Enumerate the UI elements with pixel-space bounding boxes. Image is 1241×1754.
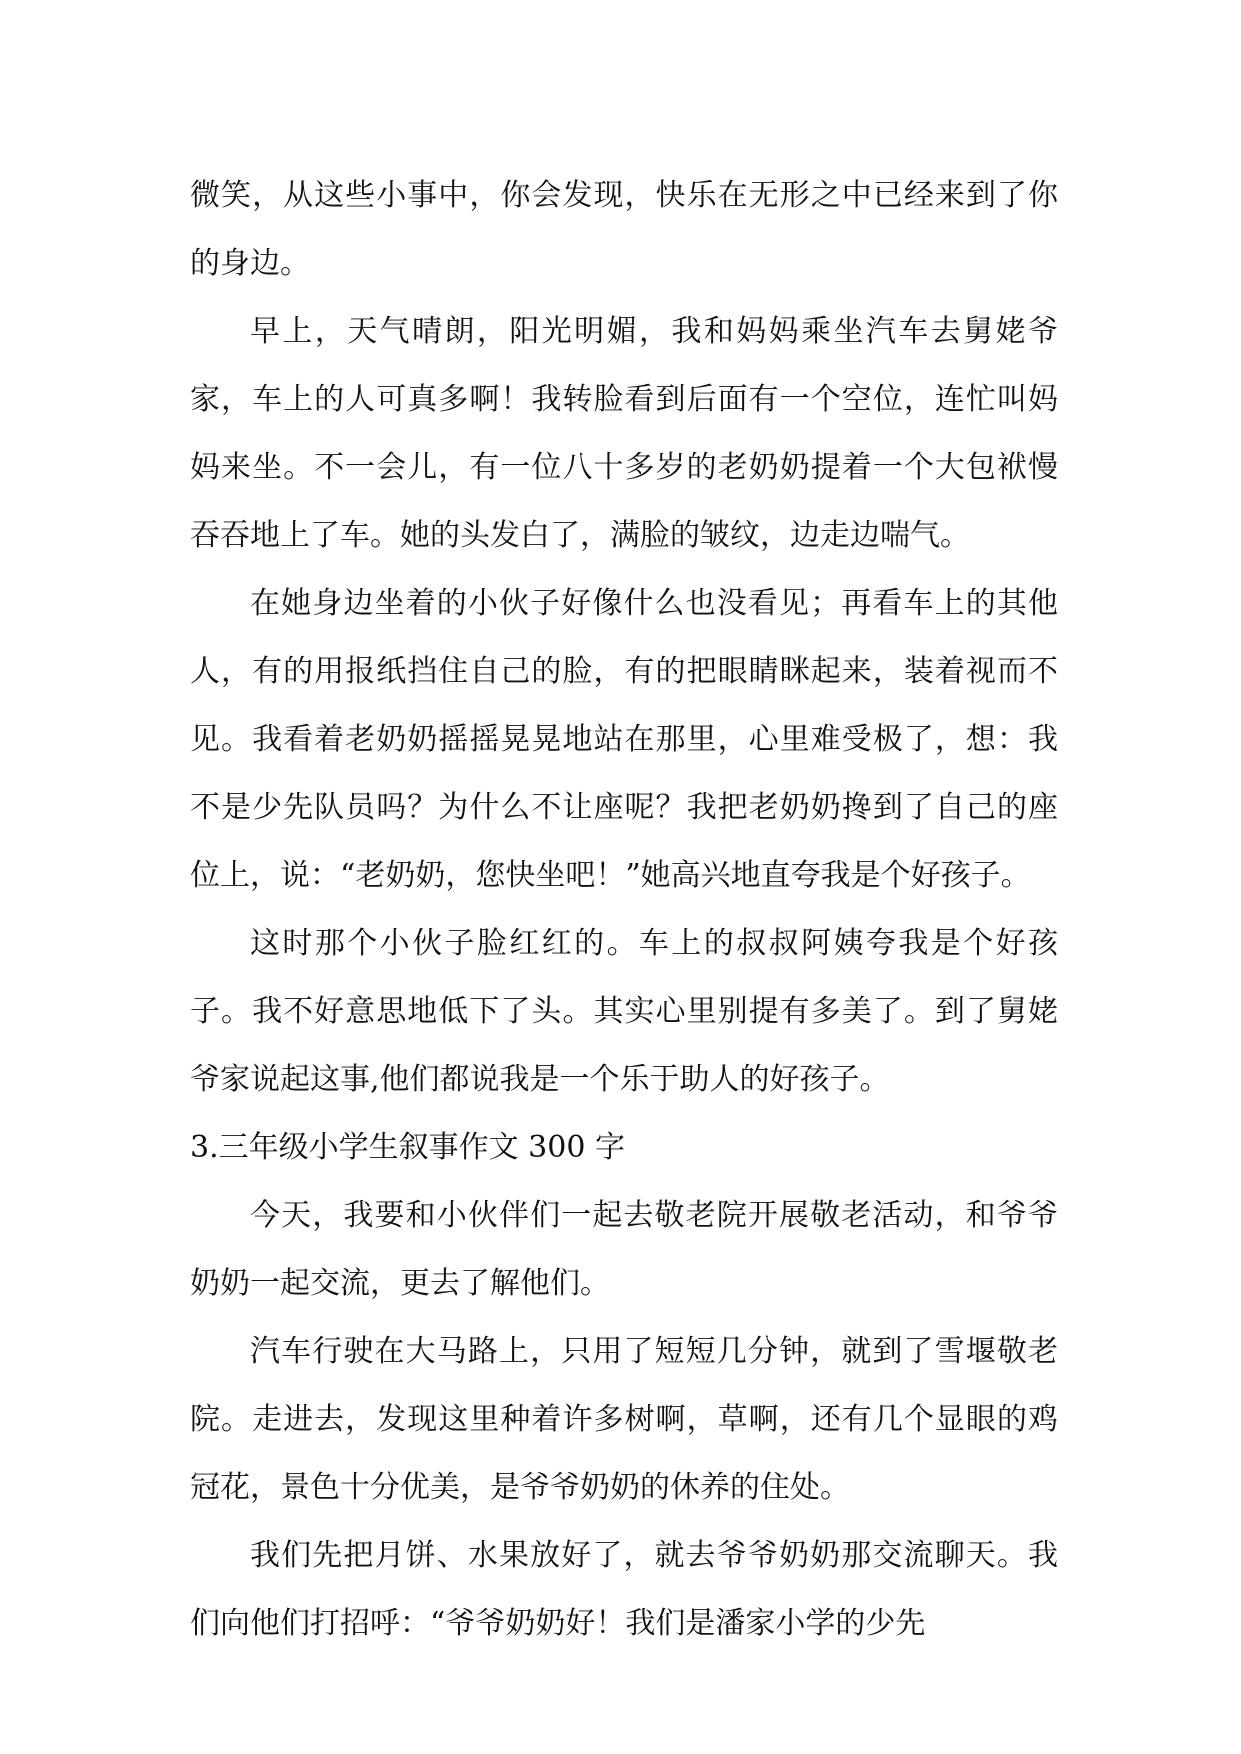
paragraph: 汽车行驶在大马路上，只用了短短几分钟，就到了雪堰敬老院。走进去，发现这里种着许多树啊，草啊，还有几个显眼的鸡冠花，景色十分优美，是爷爷奶奶的休养的住处。: [190, 1334, 1058, 1505]
section-heading: 3.三年级小学生叙事作文 300 字: [190, 1130, 625, 1165]
paragraph: 我们先把月饼、水果放好了，就去爷爷奶奶那交流聊天。我们向他们打招呼：“爷爷奶奶好！我们是潘家小学的少先: [190, 1538, 1058, 1641]
paragraph: 在她身边坐着的小伙子好像什么也没看见；再看车上的其他人，有的用报纸挡住自己的脸，有的把眼睛眯起来，装着视而不见。我看着老奶奶摇摇晃晃地站在那里，心里难受极了，想：我不是少先队员吗？为什么不让座呢？我把老奶奶搀到了自己的座位上，说：“老奶奶，您快坐吧！”她高兴地直夸我是个好孩子。: [190, 586, 1058, 893]
paragraph: 今天，我要和小伙伴们一起去敬老院开展敬老活动，和爷爷奶奶一起交流，更去了解他们。: [190, 1198, 1058, 1301]
paragraph: 早上，天气晴朗，阳光明媚，我和妈妈乘坐汽车去舅姥爷家，车上的人可真多啊！我转脸看到后面有一个空位，连忙叫妈妈来坐。不一会儿，有一位八十多岁的老奶奶提着一个大包袱慢吞吞地上了车。她的头发白了，满脸的皱纹，边走边喘气。: [190, 314, 1058, 553]
document-page: [190, 162, 1058, 1658]
paragraph-continued: 微笑，从这些小事中，你会发现，快乐在无形之中已经来到了你的身边。: [190, 178, 1058, 281]
paragraph: 这时那个小伙子脸红红的。车上的叔叔阿姨夸我是个好孩子。我不好意思地低下了头。其实心里别提有多美了。到了舅姥爷家说起这事,他们都说我是一个乐于助人的好孩子。: [190, 926, 1058, 1097]
